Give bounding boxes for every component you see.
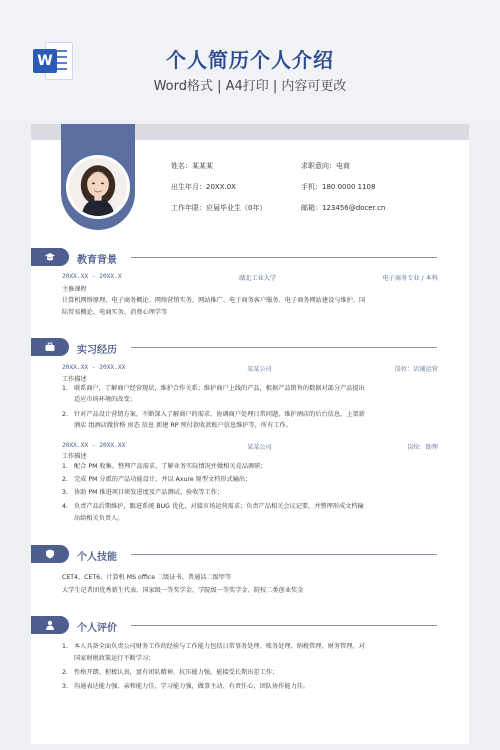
job-position: 岗位：助理 [407,444,438,451]
info-birth: 出生年月：20XX.0X [171,183,236,191]
section-title: 个人技能 [77,552,117,563]
info-email: 邮箱：123456@docer.cn [301,204,386,212]
job-desc-label: 工作描述 [62,376,87,383]
edu-major: 电子商务专业 / 本科 [382,275,438,282]
section-internship [31,338,469,356]
graduation-cap-icon [45,252,55,262]
section-tab [31,545,69,563]
section-education [31,248,469,266]
job-company: 某某公司 [247,444,272,451]
job-desc-label: 工作描述 [62,453,87,460]
info-phone: 手机：180 0000 1108 [301,183,376,191]
edu-courses-line: 际贸易概论、电商实务、消费心理学等 [62,309,168,316]
edu-school: 湖北工业大学 [239,275,277,282]
skills-line: CET4、CET6、计算机 MS office 二级证书、普通话二级甲等 [62,574,232,581]
job-date: 20XX.XX - 20XX.XX [62,442,126,449]
section-title: 教育背景 [77,255,117,266]
section-divider [131,554,437,555]
shield-icon [45,549,55,559]
section-evaluation [31,616,469,634]
section-tab [31,248,69,266]
section-title: 个人评价 [77,623,117,634]
info-name: 姓名：某某某 [171,162,213,170]
section-tab [31,338,69,356]
section-divider [131,625,437,626]
skills-line: 大学生记者团优秀新生代表、国家级一等奖学金、学院级一等奖学金、院校二类创业奖金 [62,587,304,594]
edu-date: 20XX.XX - 20XX.X [62,273,122,280]
briefcase-icon [45,342,55,352]
person-icon [45,620,55,630]
edu-courses-label: 主修课程 [62,286,87,293]
section-tab [31,616,69,634]
edu-courses-line: 计算机网络原理、电子商务概论、网络营销实务、网站推广、电子商务客户服务、电子商务网站建设与维护、国 [62,297,366,304]
info-worktime: 工作年限：应届毕业生（0年） [171,204,267,212]
section-skills [31,545,469,563]
job-company: 某某公司 [247,366,272,373]
header-banner [0,0,500,120]
resume-sheet: 姓名：某某某 求职意向：电商 出生年月：20XX.0X 手机：180 0000 1108 工作年限：应届毕业生（0年） 邮箱：123456@docer.cn 教育背景 20XX.XX - 20XX.X 湖北工业大学 电子商务专业 / 本科 主修课程 计算机网络原理、电子商务概论、网络营销实务、网站推广、电子商务客户服务、电子商务网站建设与维护、国 际贸易概论、电商实务、消费心理学等 实习经历 20XX.XX - 20XX.XX 某某公司 岗位：店铺运营 工作描述 1. 联系商户，了解商户经营现状，维护合作关系；维护商户上线的产品，根据产品销售的数据对部分产品提出 适应市场环境的改变； 2. 针对产品设计营销方案，不断深入了解商户的需求，协调商户处理日常问题，维护酒店的后台信息，上架新 酒店 组酒店做价格 房态 信息 新建 RP 预付款收款账户信息维护等，所有工作。 20XX.XX - 20XX.XX 某某公司 岗位：助理 工作描述 1. 配合 PM 收集、整理产品需求，了解业务实际情况并做相关竞品调研； 2. 完成 PM 分派的产品功能设计，并以 Axure 原型文档形式输出； 3. 协助 PM 推进项目研发进度及产品测试、验收等工作； 4. 负责产品后期维护，跟进系统 BUG 优化，对接市场运营需求；负责产品相关会议记要，并整理形成文档输 出给相关负责人。 个人技能 CET4、CET6、计算机 MS office 二级证书、普通话二级甲等 大学生记者团优秀新生代表、国家级一等奖学金、学院级一等奖学金、院校二类创业奖金 个人评价 1. 本人具备全面负责公司财务工作的经验与工作能力包括日常事务处理、账务处理、纳税管理、财务管理。对 国家财税政策运行不断学习； 2. 性格开朗、积极认真，富有团队精神，抗压能力强，能接受长期出差工作； 3. 沟通表达能力强，亲和能力佳，学习能力强，做事主动、有责任心，团队协作能力佳。 [31,124,469,744]
info-intent: 求职意向：电商 [301,162,350,170]
page-subtitle: Word格式 | A4打印 | 内容可更改 [153,79,347,94]
page-title: 个人简历个人介绍 [166,48,334,72]
word-logo-letter: W [33,49,57,73]
section-title: 实习经历 [77,345,117,356]
avatar [66,155,130,219]
section-divider [131,257,437,258]
job-position: 岗位：店铺运营 [394,366,438,373]
section-divider [131,347,437,348]
job-date: 20XX.XX - 20XX.XX [62,364,126,371]
